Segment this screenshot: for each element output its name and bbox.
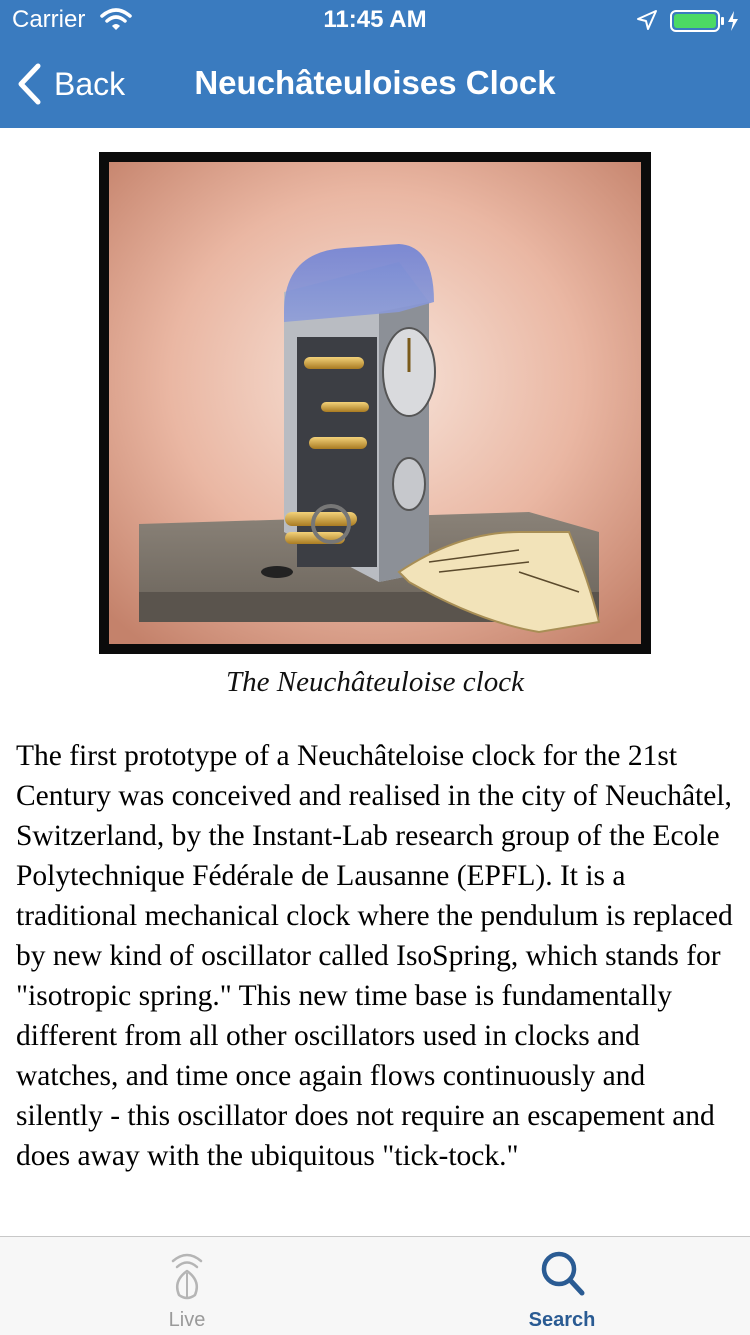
tab-bar (0, 1236, 750, 1335)
tab-live-label: Live (168, 1309, 206, 1331)
location-icon (636, 9, 658, 31)
figure-caption: The Neuchâteuloise clock (226, 666, 524, 698)
tab-search-label: Search (528, 1309, 596, 1331)
navigation-bar (0, 40, 750, 128)
header (0, 0, 750, 128)
live-signal-icon (163, 1249, 211, 1301)
clock-illustration (99, 152, 651, 654)
search-icon (538, 1249, 586, 1301)
battery-charging-icon (670, 9, 742, 33)
article-body: The first prototype of a Neuchâteloise clock for the 21st Century was conceived and realised in the city of Neuchâtel, Switzerland, by the Instant-Lab research group of the Ecole Polytechnique Fédérale de Lausanne (EPFL). It is a traditional mechanical clock where the pendulum is replaced by new kind of oscillator called IsoSpring, which stands for "isotropic spring." This new time base is fundamentally different from all other oscillators used in clocks and watches, and time once again flows continuously and silently - this oscillator does not require an escapement and does away with the ubiquitous "tick-tock." (16, 740, 733, 1172)
carrier-label: Carrier (12, 6, 86, 33)
tab-live[interactable] (87, 1237, 287, 1335)
status-bar (0, 0, 750, 40)
tab-search[interactable] (462, 1237, 662, 1335)
back-label: Back (54, 65, 126, 102)
page-title: Neuchâteuloises Clock (194, 64, 556, 101)
status-time: 11:45 AM (323, 6, 427, 33)
